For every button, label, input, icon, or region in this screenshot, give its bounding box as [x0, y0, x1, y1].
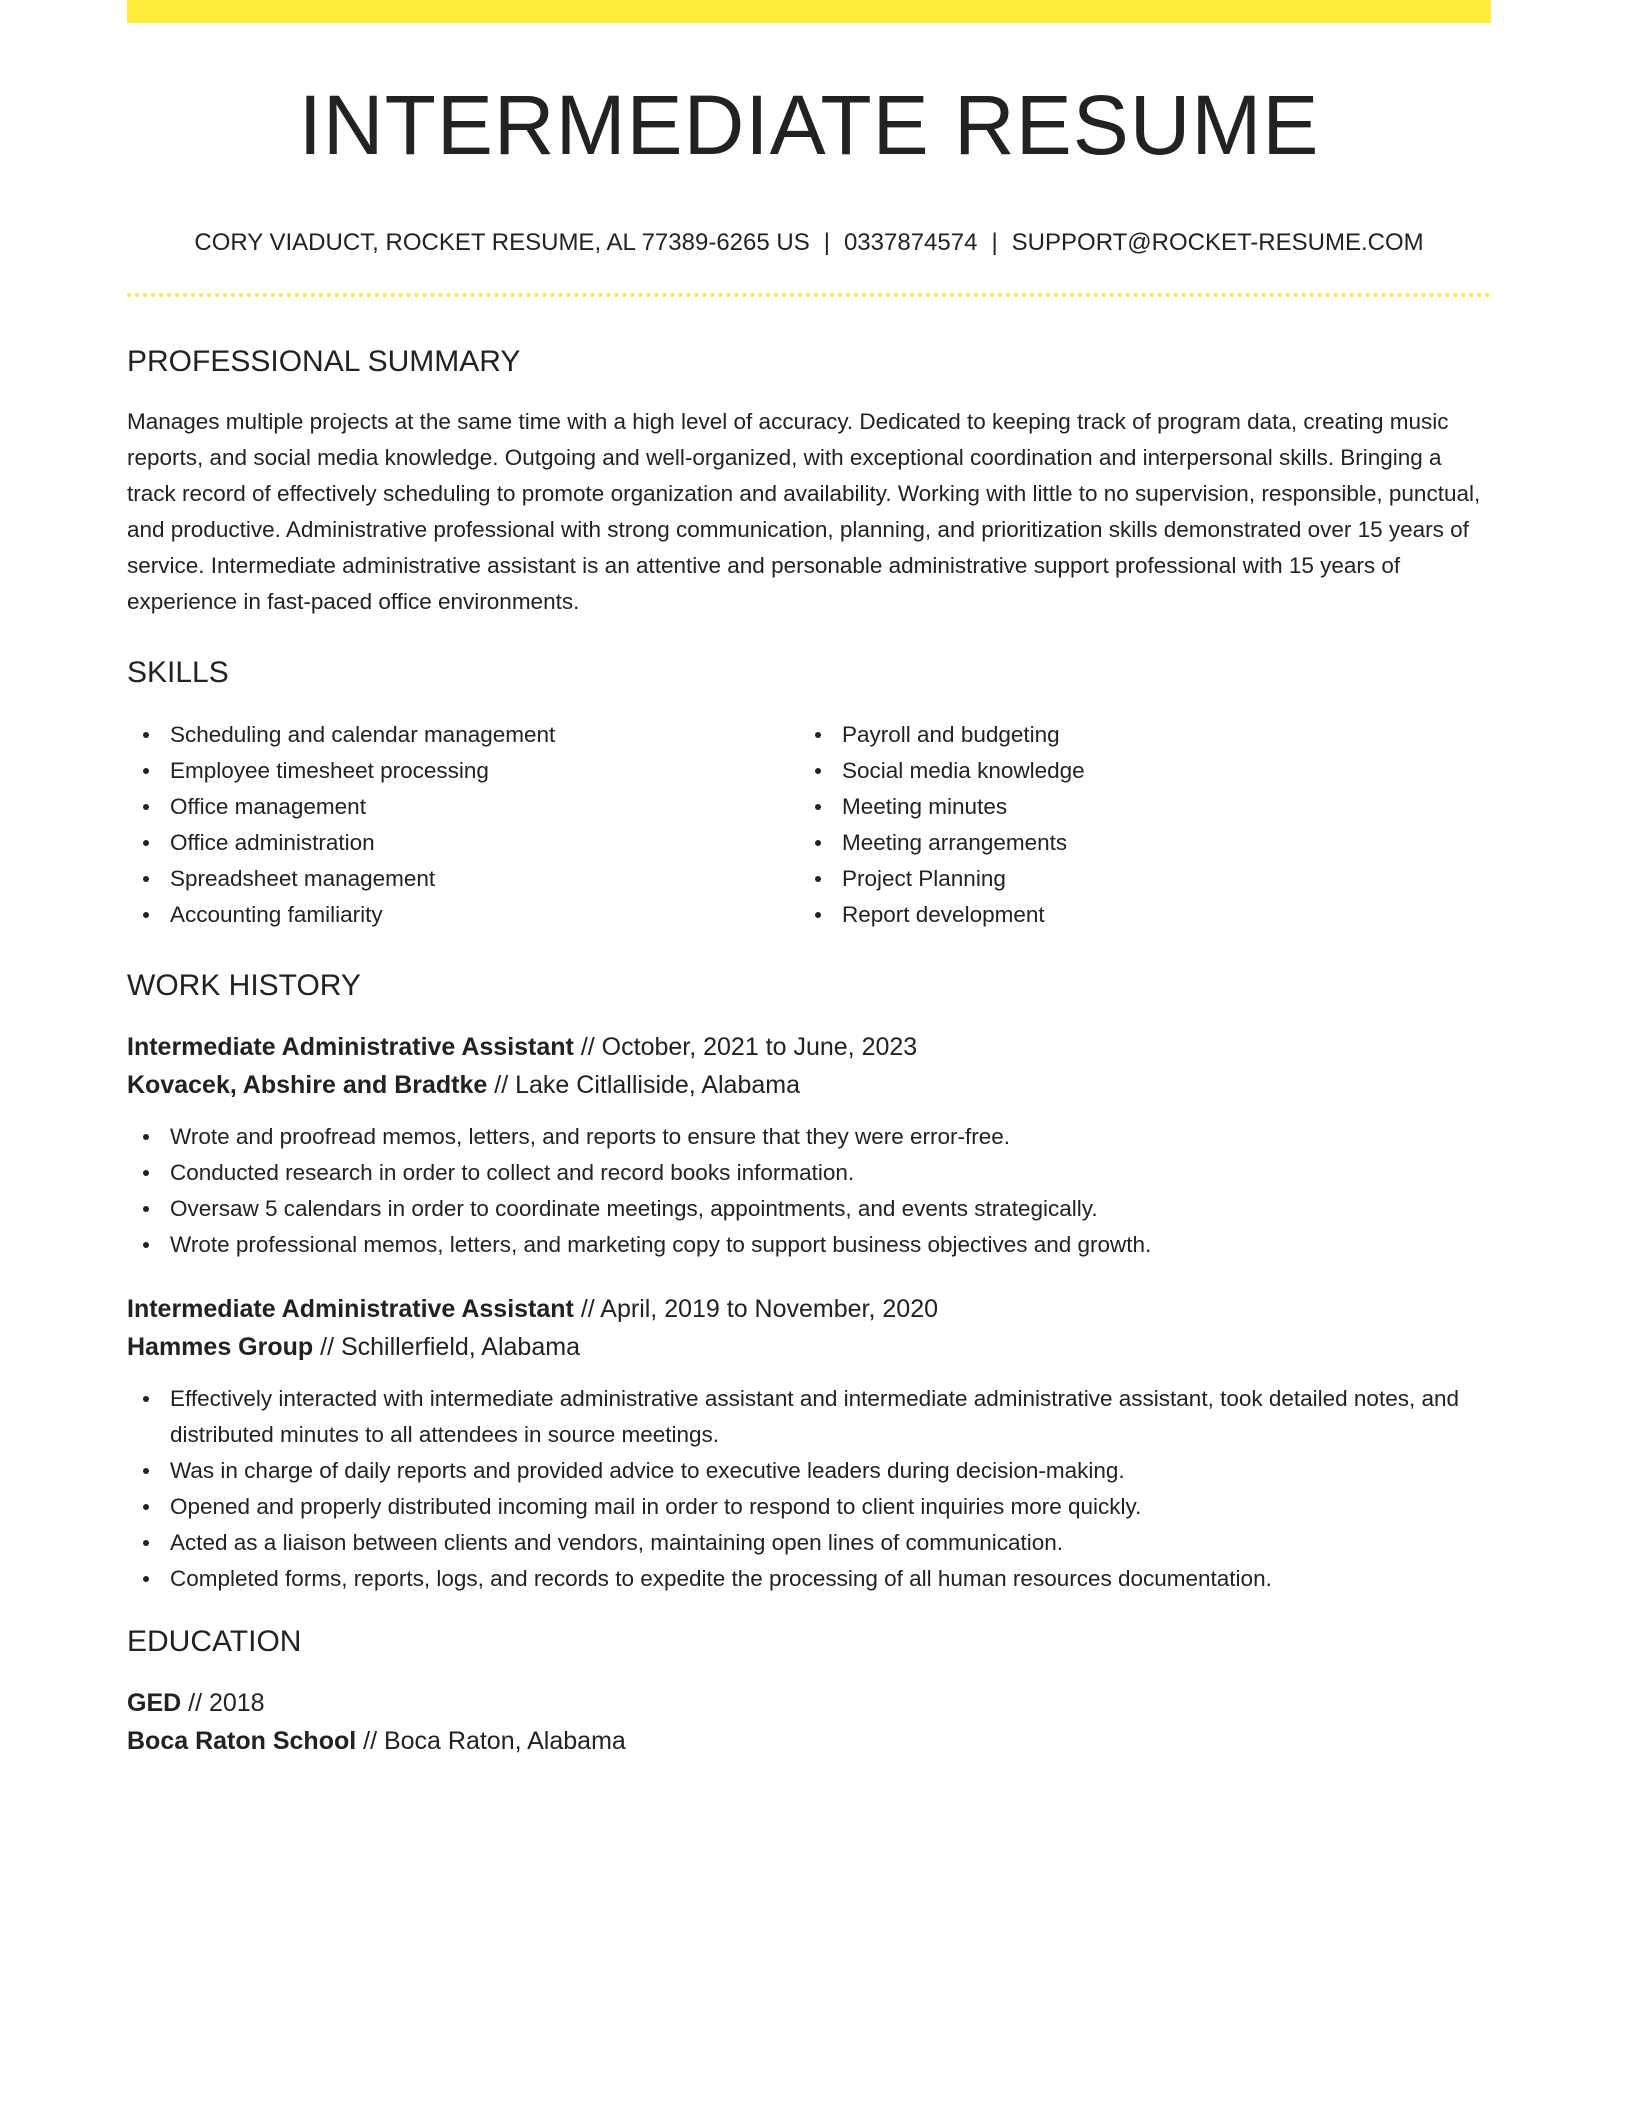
summary-text: Manages multiple projects at the same time with a high level of accuracy. Dedicated to keeping track of program data, creating music reports, and social media knowledge. Outgoing and well-organized, with exceptional coordination and interpersonal skills. Bringing a track record of effectively scheduling to promote organization and availability. Working with little to no supervision, responsible, punctual, and productive. Administrative professional with strong communication, planning, and prioritization skills demonstrated over 15 years of service. Intermediate administrative assistant is an attentive and personable administrative support professional with 15 years of experience in fast-paced office environments.	[127, 409, 1481, 614]
education-heading: EDUCATION	[127, 1625, 302, 1658]
dotted-divider	[127, 293, 1491, 297]
skills-list	[127, 717, 1491, 933]
skill-item: Report development	[799, 897, 1471, 933]
job-company-line	[127, 1066, 1491, 1104]
skills-column-left	[127, 717, 799, 933]
top-accent-bar	[127, 0, 1491, 23]
skill-item: Accounting familiarity	[127, 897, 799, 933]
job-bullets	[127, 1381, 1491, 1597]
education-location: // Boca Raton, Alabama	[356, 1727, 626, 1755]
job-location: // Lake Citlalliside, Alabama	[487, 1071, 800, 1099]
skills-heading: SKILLS	[127, 656, 229, 689]
contact-separator: |	[823, 229, 830, 256]
skill-item: Payroll and budgeting	[799, 717, 1471, 753]
contact-email: SUPPORT@ROCKET-RESUME.COM	[1011, 229, 1424, 256]
education-year: // 2018	[181, 1689, 265, 1717]
education-degree: GED	[127, 1689, 182, 1717]
education-entry	[127, 1684, 1491, 1760]
skill-item: Scheduling and calendar management	[127, 717, 799, 753]
skill-item: Project Planning	[799, 861, 1471, 897]
job-title: Intermediate Administrative Assistant	[127, 1033, 574, 1061]
education-school: Boca Raton School	[127, 1727, 357, 1755]
job-title-line	[127, 1290, 1491, 1328]
skill-item: Employee timesheet processing	[127, 753, 799, 789]
job-entry	[127, 1290, 1491, 1597]
contact-phone: 0337874574	[843, 229, 978, 256]
skills-column-right	[799, 717, 1471, 933]
work-history-heading: WORK HISTORY	[127, 969, 361, 1002]
contact-line	[127, 231, 1491, 255]
skill-item: Social media knowledge	[799, 753, 1471, 789]
job-title-line	[127, 1028, 1491, 1066]
job-company: Kovacek, Abshire and Bradtke	[127, 1071, 488, 1099]
job-bullet: Acted as a liaison between clients and vendors, maintaining open lines of communication.	[127, 1525, 1491, 1561]
skill-item: Spreadsheet management	[127, 861, 799, 897]
skill-item: Office management	[127, 789, 799, 825]
summary-heading: PROFESSIONAL SUMMARY	[127, 345, 521, 378]
page-title: INTERMEDIATE RESUME	[298, 78, 1320, 172]
job-entry	[127, 1028, 1491, 1263]
job-bullet: Wrote professional memos, letters, and marketing copy to support business objectives and growth.	[127, 1227, 1491, 1263]
job-bullet: Conducted research in order to collect and record books information.	[127, 1155, 1491, 1191]
job-bullet: Completed forms, reports, logs, and records to expedite the processing of all human resources documentation.	[127, 1561, 1491, 1597]
job-dates: // October, 2021 to June, 2023	[573, 1033, 918, 1061]
skill-item: Meeting arrangements	[799, 825, 1471, 861]
job-bullet: Effectively interacted with intermediate administrative assistant and intermediate administrative assistant, took detailed notes, and distributed minutes to all attendees in source meetings.	[127, 1381, 1491, 1453]
skill-item: Meeting minutes	[799, 789, 1471, 825]
education-degree-line	[127, 1684, 1491, 1722]
job-location: // Schillerfield, Alabama	[313, 1333, 580, 1361]
job-bullet: Opened and properly distributed incoming mail in order to respond to client inquiries more quickly.	[127, 1489, 1491, 1525]
skill-item: Office administration	[127, 825, 799, 861]
job-bullet: Wrote and proofread memos, letters, and reports to ensure that they were error-free.	[127, 1119, 1491, 1155]
job-bullets	[127, 1119, 1491, 1263]
resume-page	[127, 0, 1491, 1760]
job-bullet: Oversaw 5 calendars in order to coordinate meetings, appointments, and events strategically.	[127, 1191, 1491, 1227]
job-bullet: Was in charge of daily reports and provided advice to executive leaders during decision-making.	[127, 1453, 1491, 1489]
job-dates: // April, 2019 to November, 2020	[573, 1295, 939, 1323]
job-company: Hammes Group	[127, 1333, 314, 1361]
contact-address: CORY VIADUCT, ROCKET RESUME, AL 77389-6265 US	[194, 229, 810, 256]
education-school-line	[127, 1722, 1491, 1760]
job-company-line	[127, 1328, 1491, 1366]
contact-separator: |	[991, 229, 998, 256]
job-title: Intermediate Administrative Assistant	[127, 1295, 574, 1323]
